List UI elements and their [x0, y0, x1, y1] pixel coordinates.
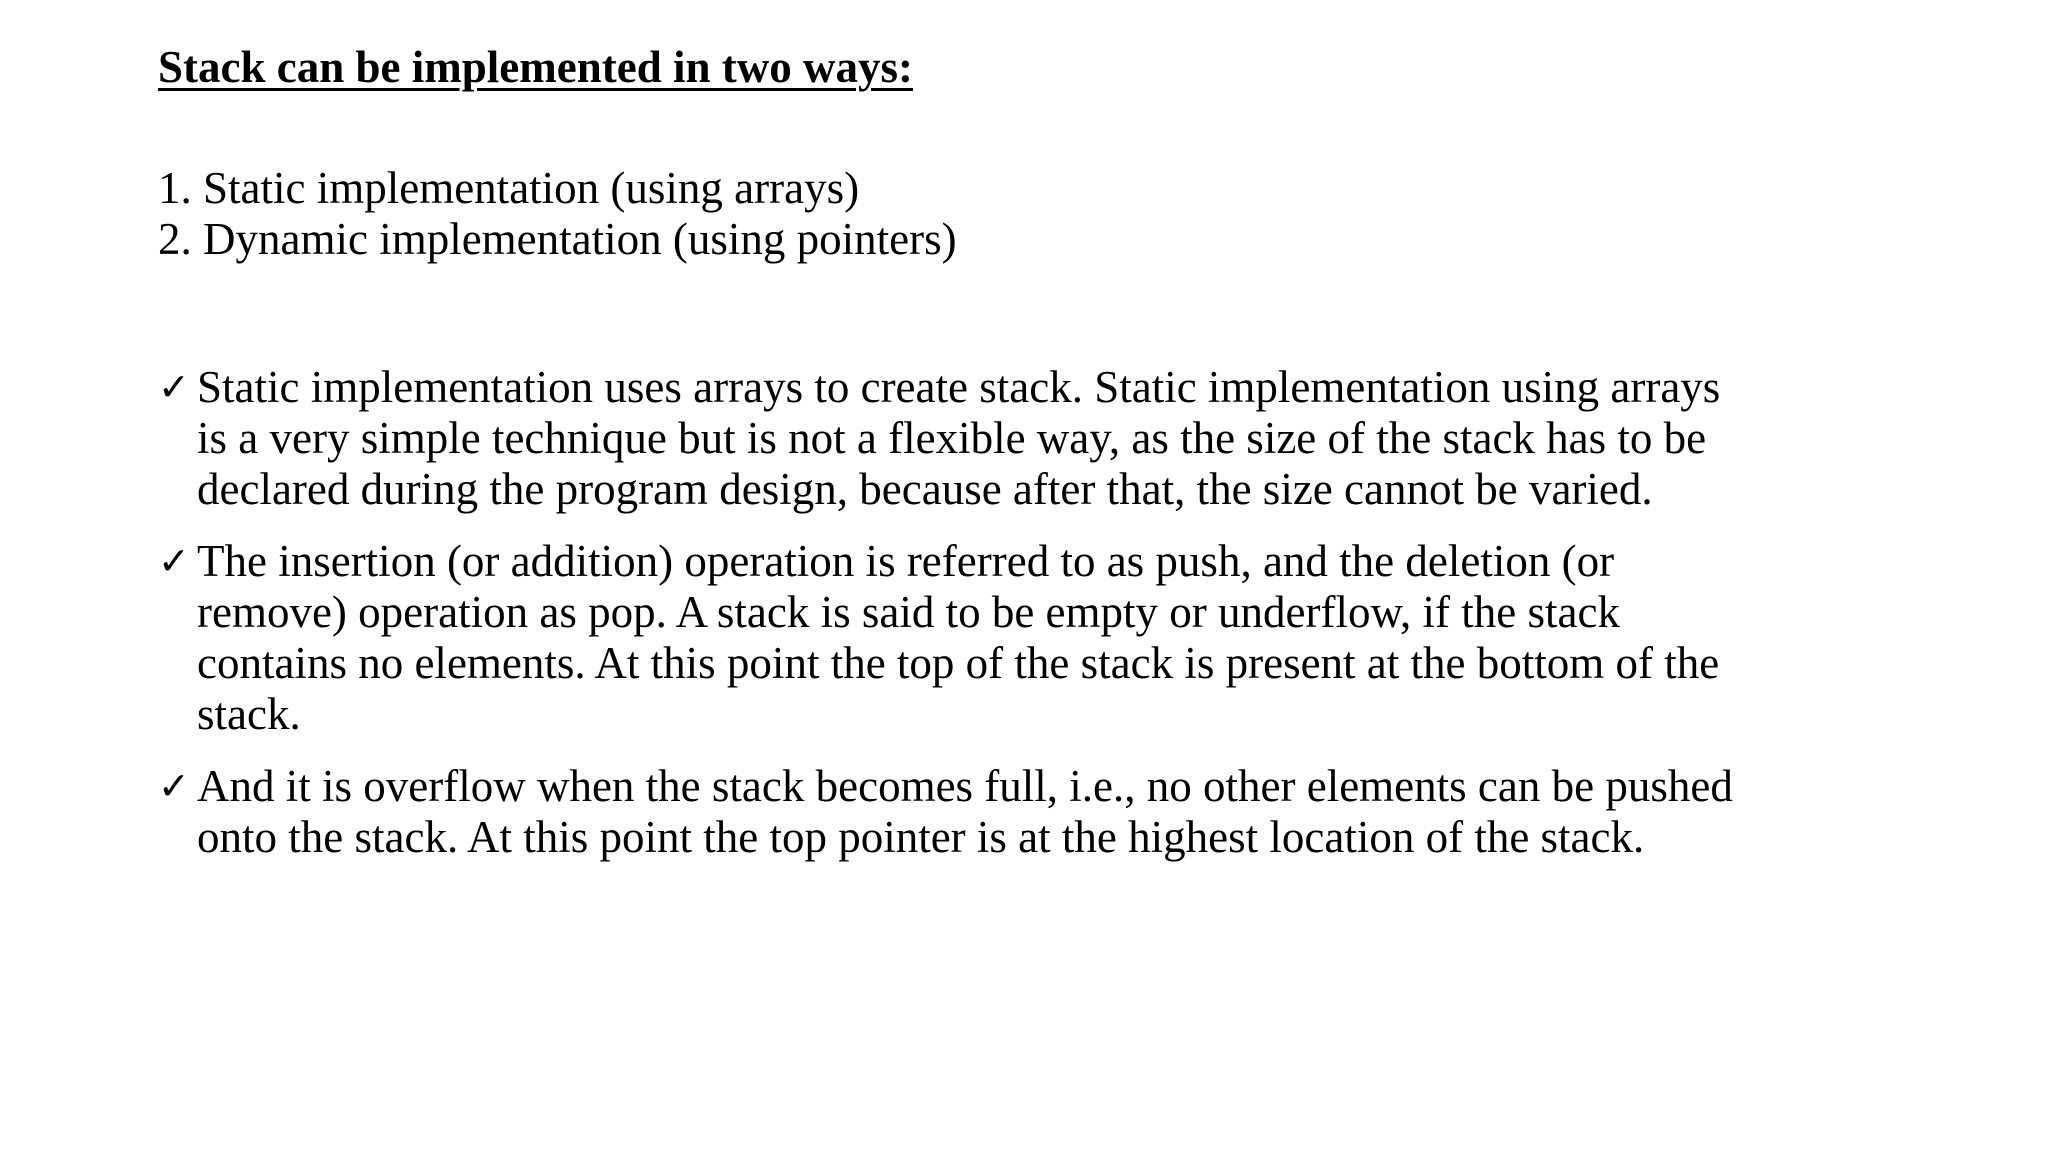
check-icon: ✓ [158, 539, 190, 583]
check-icon: ✓ [158, 365, 190, 409]
bullet-item [158, 362, 1758, 515]
bullet-item [158, 761, 1758, 863]
numbered-list [158, 163, 957, 265]
numbered-list-item: 2. Dynamic implementation (using pointers) [158, 214, 957, 264]
bullet-list [158, 362, 1758, 884]
slide-heading: Stack can be implemented in two ways: [158, 42, 913, 92]
numbered-list-item: 1. Static implementation (using arrays) [158, 163, 860, 213]
bullet-text: And it is overflow when the stack becomes full, i.e., no other elements can be pushed onto the stack. At this point the top pointer is at the highest location of the stack. [197, 761, 1733, 862]
check-icon: ✓ [158, 764, 190, 808]
bullet-item [158, 536, 1758, 740]
bullet-text: The insertion (or addition) operation is referred to as push, and the deletion (or remove) operation as pop. A stack is said to be empty or underflow, if the stack contains no elements. At this point the top of the stack is present at the bottom of the stack. [197, 536, 1720, 739]
bullet-text: Static implementation uses arrays to create stack. Static implementation using arrays is a very simple technique but is not a flexible way, as the size of the stack has to be declared during the program design, because after that, the size cannot be varied. [197, 362, 1721, 514]
